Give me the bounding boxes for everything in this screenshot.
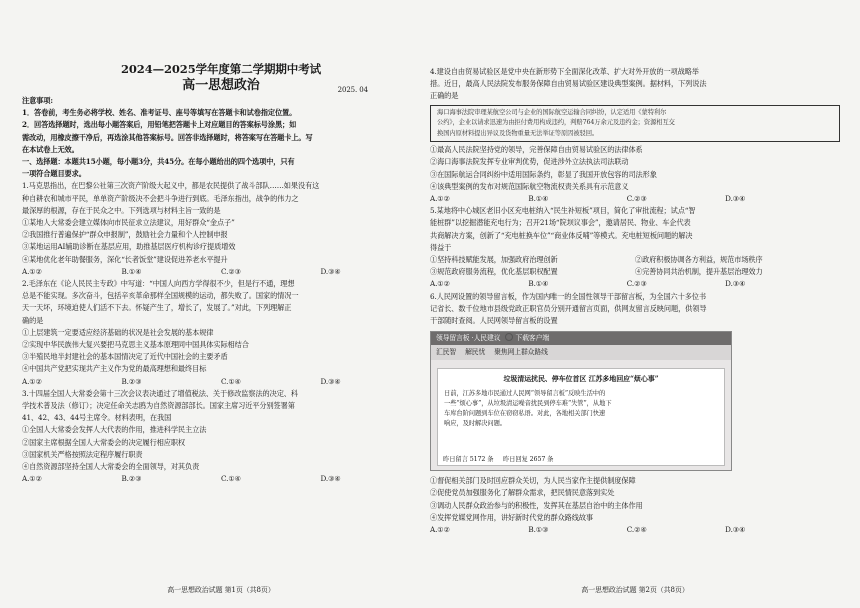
news-card-title: 垃圾清运扰民、停车位首区 江苏多地回应“烦心事” <box>503 374 659 384</box>
option-d: D.③④ <box>725 193 746 203</box>
page-footer: 高一思想政治试题 第1页（共8页） <box>167 585 275 594</box>
screenshot-header-extra: 下载客户端 <box>515 334 550 343</box>
screenshot-stats <box>443 454 553 466</box>
question-1-item: ④某地优化老年助餐服务，深化“长者饭堂”建设促进养老水平提升 <box>22 254 228 264</box>
question-1-item: ③某地运用AI辅助诊断在基层应用，助推基层医疗机构诊疗提质增效 <box>22 242 236 252</box>
leader-message-board-screenshot <box>430 331 732 471</box>
question-5-items-row <box>430 254 840 266</box>
subject-title-text: 高一思想政治 <box>182 78 260 93</box>
case-material-box <box>430 105 840 143</box>
question-2-stem: 总是不能实现。多次奋斗，包括辛亥革命那样全国规模的运动，都失败了。国家的情况一 <box>22 291 299 301</box>
question-4-item: ③在国际航运合同纠纷中适用国际条约，彰显了我国开放包容的司法形象 <box>430 169 657 179</box>
screenshot-header-title: 领导留言板 ·人民建议 <box>436 334 501 343</box>
option-a: A.①② <box>22 474 42 484</box>
question-4-options <box>430 193 840 205</box>
option-c: C.②③ <box>626 279 647 289</box>
question-2-item: ①上层建筑一定要适应经济基础的状况是社会发展的基本规律 <box>22 327 214 337</box>
question-6-item: ①督促相关部门及时回应群众关切，为人民当家作主提供制度保障 <box>430 476 636 486</box>
question-4-item: ②海口海事法院发挥专业审判优势，促进涉外立法执法司法联动 <box>430 157 629 167</box>
question-2-stem: 2.毛泽东在《论人民民主专政》中写道：“中国人向西方学得很不少，但是行不通，理想 <box>22 279 295 289</box>
question-2-item: ②实现中华民族伟大复兴要把马克思主义基本原理同中国具体实际相结合 <box>22 340 249 350</box>
section-heading: 一、选择题：本题共15小题，每小题3分，共45分。在每小题给出的四个选项中，只有 <box>22 157 295 167</box>
option-b: B.①④ <box>528 193 549 203</box>
question-1-stem: 种自耕农和城市平民，单单资产阶级决不会把斗争进行到底。毛泽东指出，战争的伟力之 <box>22 193 299 203</box>
question-6-stem: 记省长、数千位地市县级党政正职官员分别开通留言页面，供网友留言反映问题，供领导 <box>430 303 707 313</box>
question-6-options <box>430 524 840 536</box>
question-4-stem: 措。近日，最高人民法院发布服务保障自由贸易试验区建设典型案例。据材料，下列说法 <box>430 79 707 89</box>
question-3-stem: 3.十四届全国人大常委会第十三次会议表决通过了增值税法、关于修改监察法的决定、科 <box>22 388 298 398</box>
question-3-stem: 学技术普及法（修订）；决定任命关志鸥为自然资源部部长。国家主席习近平分别签署第 <box>22 401 295 411</box>
option-c: C.②③ <box>221 266 242 276</box>
subject-title <box>22 77 420 95</box>
question-5-item: ④完善协同共治机制，提升基层治理效力 <box>635 267 763 277</box>
question-5-items-row <box>430 266 840 278</box>
news-card-line: 车库台阶问题到车位在窃窃私语。对此，各地相关部门快速 <box>444 410 606 418</box>
question-3-options <box>22 473 420 485</box>
news-card <box>437 368 725 466</box>
question-3-item: ①全国人大常委会发挥人大代表的作用，推进科学民主立法 <box>22 425 207 435</box>
section-heading: 一项符合题目要求。 <box>22 169 86 179</box>
question-5-stem: 5.某地将中心城区老旧小区充电桩纳入“民生补短板”项目，简化了审批流程；试点“智 <box>430 206 696 216</box>
question-2-options <box>22 376 420 388</box>
question-4-stem: 4.建设自由贸易试验区是党中央在新形势下全面深化改革、扩大对外开放的一项战略举 <box>430 67 699 76</box>
option-b: B.①③ <box>528 524 549 534</box>
option-b: B.②③ <box>121 376 142 386</box>
question-5-item: ②政府积极协调各方利益，规范市场秩序 <box>635 254 763 264</box>
option-a: A.①② <box>22 266 42 276</box>
question-1-item: ②我国推行普遍保护“群众申报制”，鼓励社会力量和个人控制申报 <box>22 230 228 240</box>
question-3-item: ④自然资源部坚持全国人大常委会的全面领导，对其负责 <box>22 462 200 472</box>
page-right <box>430 30 840 594</box>
option-d: D.③④ <box>725 279 746 289</box>
screenshot-header <box>431 332 731 345</box>
download-icon <box>505 333 513 341</box>
question-6-item: ②促使党员加强服务化了解群众需求，把民情民意落到实处 <box>430 488 615 498</box>
option-a: A.①② <box>22 376 42 386</box>
stat-replies: 昨日回复 2657 条 <box>502 455 554 463</box>
question-3-item: ③国家机关严格按照法定程序履行职责 <box>22 449 143 459</box>
option-d: D.③④ <box>320 376 341 386</box>
question-2-stem: 天一天坏，环境迫使人们活不下去。怀疑产生了，增长了，发展了。”对此，下列理解正 <box>22 303 292 313</box>
question-5-item: ①坚持科技赋能发展，加强政府治理创新 <box>430 254 558 264</box>
question-1-stem: 最深厚的根源，存在于民众之中。下列选项与材料主旨一致的是 <box>22 205 221 215</box>
page-footer: 高一思想政治试题 第2页（共8页） <box>581 585 689 594</box>
option-c: C.①④ <box>221 376 242 386</box>
question-6-stem: 6.人民网设置的领导留言板，作为国内唯一的全国性领导干部留言板，为全国六十多位书 <box>430 291 706 301</box>
screenshot-tabs <box>431 345 731 360</box>
screenshot-tab: 汇民智 <box>436 348 457 357</box>
question-6-stem: 干部随时查阅。人民网领导留言板的设置 <box>430 315 558 325</box>
question-2-item: ③半殖民地半封建社会的基本国情决定了近代中国社会的主要矛盾 <box>22 352 228 362</box>
notice-line: 需改动，用橡皮擦干净后，再选涂其他答案标号。回答非选择题时，将答案写在答题卡上。写 <box>22 132 313 142</box>
news-card-line: 日前，江苏多地市民通过人民网“领导留言板”反映生活中的 <box>444 390 606 398</box>
news-card-line: 一些“烦心事”，从垃圾清运噪音扰民到停车难“失管”，从地下 <box>444 400 612 408</box>
question-1-stem: 1.马克思指出，在巴黎公社第三次资产阶级大起义中，都是农民提供了战斗部队……如果没有这 <box>22 181 320 191</box>
screenshot-tab: 解民忧 <box>465 348 486 357</box>
option-b: B.①④ <box>121 266 142 276</box>
question-5-options <box>430 278 840 290</box>
option-c: C.②③ <box>626 193 647 203</box>
screenshot-tab: 聚焦网上群众路线 <box>494 348 548 357</box>
option-a: A.①② <box>430 193 450 203</box>
notice-heading: 注意事项: <box>22 96 53 105</box>
option-d: D.③④ <box>320 474 341 484</box>
question-1-options <box>22 266 420 278</box>
question-5-stem: 能桩群”以挖掘潜能充电行为；召开21场“院坝议事会”，邀请居民、物业、车企代表 <box>430 218 691 228</box>
exam-date: 2025. 04 <box>337 86 368 94</box>
question-4-stem: 正确的是 <box>430 91 459 101</box>
case-line: 换国内原材料提出异议及货物重量无法举证等原因被驳回。 <box>437 129 599 137</box>
option-a: A.①② <box>430 279 450 289</box>
option-b: B.②③ <box>121 474 142 484</box>
question-4-item: ①最高人民法院坚持党的领导，完善保障自由贸易试验区的法律体系 <box>430 145 643 155</box>
notice-line: 2．回答选择题时，选出每小题答案后，用铅笔把答题卡上对应题目的答案标号涂黑；如 <box>22 120 297 130</box>
question-3-stem: 41、42、43、44号主席令。材料表明，在我国 <box>22 413 172 423</box>
exam-title: 2024—2025学年度第二学期期中考试 <box>120 62 321 76</box>
question-3-item: ②国家主席根据全国人大常委会的决定履行相应职权 <box>22 437 186 447</box>
question-2-stem: 确的是 <box>22 315 44 325</box>
option-a: A.①② <box>430 524 450 534</box>
question-6-item: ④发挥党媒党网作用，讲好新时代党的群众路线故事 <box>430 512 594 522</box>
stat-messages: 昨日留言 5172 条 <box>443 455 494 463</box>
question-1-item: ①某地人大常委会建立媒体向市民征求立法建议，用好群众“金点子” <box>22 218 235 228</box>
page-left <box>22 30 420 594</box>
notice-line: 在本试卷上无效。 <box>22 144 79 154</box>
question-5-item: ③规范政府服务流程，优化基层职权配置 <box>430 267 558 277</box>
option-b: B.①④ <box>528 279 549 289</box>
question-4-item: ④该典型案例的发布对规范国际航空物流权责关系具有示范意义 <box>430 181 629 191</box>
case-line: 海口海事法院审理某航空公司与企业的国际航空运输合同纠纷，认定适用《蒙特利尔 <box>437 108 667 116</box>
case-line: 公约》，企业以请求迅速为由拒付费用构成违约，判赔764万余元及违约金；资源相互交 <box>437 119 675 127</box>
option-c: C.②④ <box>626 524 647 534</box>
option-d: D.③④ <box>320 266 341 276</box>
notice-line: 1．答卷前，考生务必将学校、姓名、准考证号、座号等填写在答题卡和试卷指定位置。 <box>22 108 297 118</box>
news-card-line: 响应，及时解决问题。 <box>444 420 506 428</box>
option-c: C.①④ <box>221 474 242 484</box>
question-6-item: ③调动人民群众政治参与的积极性，发挥其在基层自治中的主体作用 <box>430 500 643 510</box>
question-2-item: ④中国共产党把实现共产主义作为党的最高理想和最终目标 <box>22 364 207 374</box>
question-5-stem: 得益于 <box>430 242 452 252</box>
question-5-stem: 共商解决方案，创新了“充电桩换车位”“商业体反哺”等模式。充电桩短板问题的解决 <box>430 230 693 240</box>
option-d: D.③④ <box>725 524 746 534</box>
